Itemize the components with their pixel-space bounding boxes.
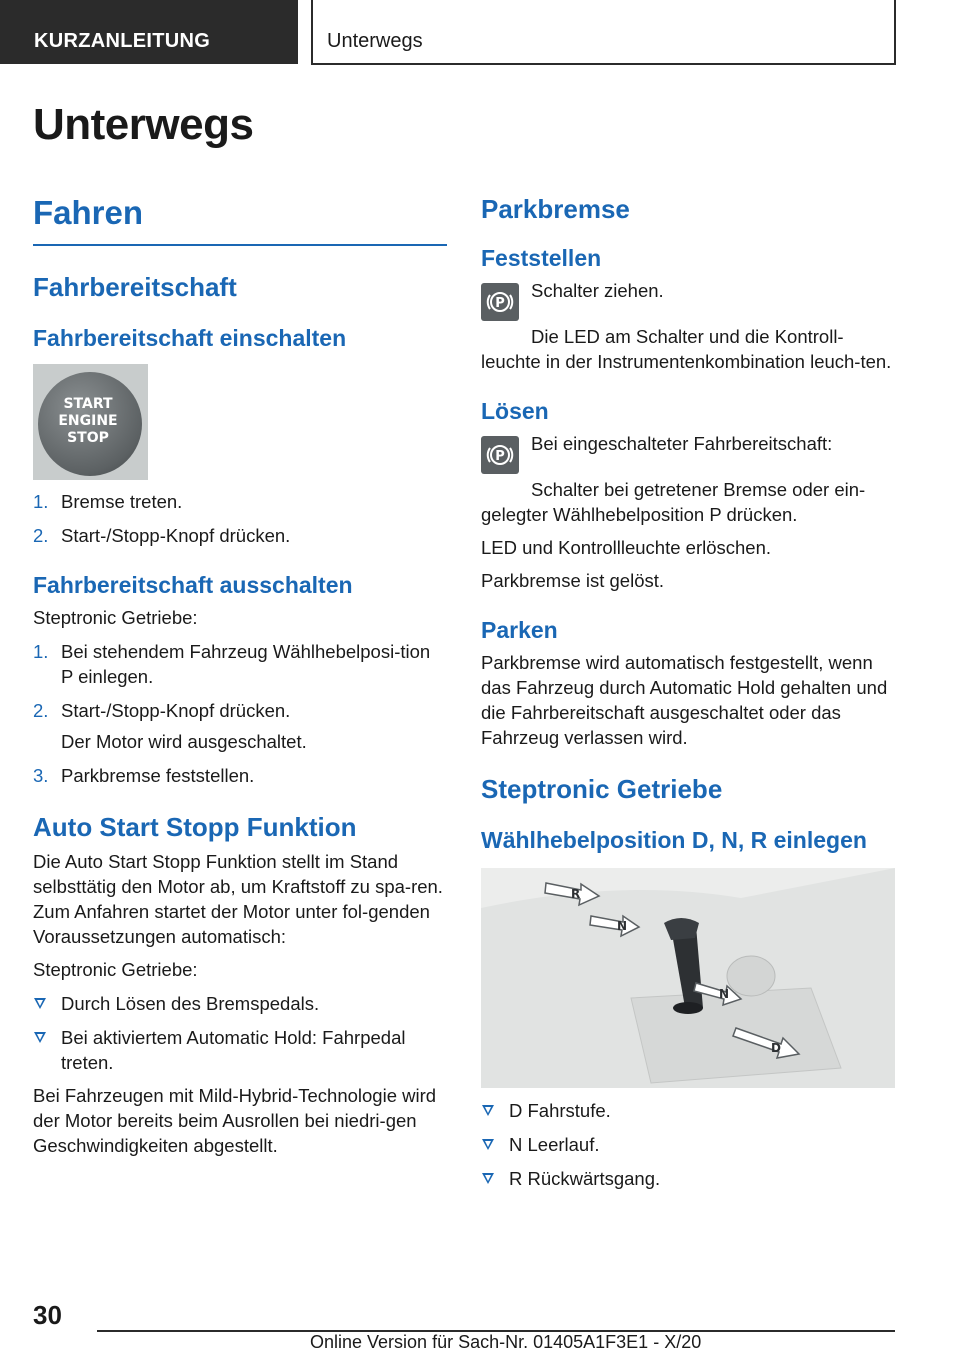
heading-waehlhebel: Wählhebelposition D, N, R einlegen (481, 827, 867, 853)
feststellen-block (481, 278, 895, 318)
step-text: Parkbremse feststellen. (61, 765, 255, 786)
loesen-text-1: Bei eingeschalteter Fahrbereitschaft: (531, 433, 833, 454)
triangle-bullet-icon (482, 1139, 494, 1150)
step-number: 1. (33, 641, 49, 662)
gear-selector-illustration (481, 868, 895, 1088)
list-item (33, 523, 447, 548)
gear-label-r: R (571, 887, 581, 901)
loesen-text-3: LED und Kontrollleuchte erlöschen. (481, 537, 772, 558)
heading-feststellen: Feststellen (481, 245, 602, 271)
list-item (33, 763, 447, 788)
header-section: Unterwegs (311, 0, 896, 65)
list-item (33, 991, 447, 1016)
step-number: 2. (33, 525, 49, 546)
triangle-bullet-icon (34, 1032, 46, 1043)
footer-online-version: Online Version für Sach-Nr. 01405A1F3E1 - X/20 (310, 1332, 702, 1352)
loesen-block (481, 431, 895, 471)
step-text: Bei stehendem Fahrzeug Wählhebelposi-tion P einlegen. (61, 641, 431, 687)
stop-word: STOP (67, 430, 109, 446)
heading-loesen: Lösen (481, 398, 549, 424)
bullet-text: R Rückwärtsgang. (509, 1168, 661, 1189)
bullet-text: N Leerlauf. (509, 1134, 600, 1155)
gear-label-n: N (617, 919, 628, 933)
bullet-text: D Fahrstufe. (509, 1100, 611, 1121)
auto-start-text: Die Auto Start Stopp Funktion stellt im Stand selbsttätig den Motor ab, um Kraftstoff zu spa-ren. Zum Anfahren startet der Motor unter fol-genden Voraussetzungen automatisch: (33, 851, 443, 947)
heading-einschalten: Fahrbereitschaft einschalten (33, 325, 347, 351)
header-tab: KURZANLEITUNG (0, 0, 298, 64)
bullet-text: Durch Lösen des Bremspedals. (61, 993, 320, 1014)
list-item (481, 1098, 895, 1123)
list-item (481, 1166, 895, 1191)
ausschalten-steps-cont (33, 763, 447, 788)
step-text: Bremse treten. (61, 491, 183, 512)
ausschalten-note: Der Motor wird ausgeschaltet. (61, 731, 307, 752)
list-item (33, 639, 447, 689)
bullet-text: Bei aktiviertem Automatic Hold: Fahrpedal treten. (61, 1027, 406, 1073)
engine-word: ENGINE (58, 413, 118, 429)
gear-label-n-2: N (719, 987, 730, 1001)
parking-brake-icon (481, 436, 519, 474)
triangle-bullet-icon (34, 998, 46, 1009)
feststellen-text-2: Die LED am Schalter und die Kontroll-leuchte in der Instrumentenkombination leuch-ten. (481, 326, 892, 372)
gear-bullets (481, 1098, 895, 1191)
steptronic-label-2: Steptronic Getriebe: (33, 959, 198, 980)
page-number: 30 (33, 1300, 62, 1330)
start-engine-stop-image (33, 364, 148, 480)
heading-fahren: Fahren (33, 194, 447, 246)
triangle-bullet-icon (482, 1105, 494, 1116)
ausschalten-steps (33, 639, 447, 723)
heading-fahrbereitschaft: Fahrbereitschaft (33, 272, 237, 302)
heading-auto-start-stopp: Auto Start Stopp Funktion (33, 812, 357, 842)
list-item (481, 1132, 895, 1157)
step-text: Start-/Stopp-Knopf drücken. (61, 525, 291, 546)
mild-hybrid-text: Bei Fahrzeugen mit Mild-Hybrid-Technologie wird der Motor bereits beim Ausrollen bei niedri-gen Geschwindigkeiten abgestellt. (33, 1085, 437, 1156)
loesen-text-4: Parkbremse ist gelöst. (481, 570, 665, 591)
start-word: START (63, 396, 113, 412)
triangle-bullet-icon (482, 1173, 494, 1184)
feststellen-text-1: Schalter ziehen. (531, 280, 664, 301)
einschalten-steps (33, 489, 447, 548)
heading-parkbremse: Parkbremse (481, 194, 630, 224)
heading-steptronic: Steptronic Getriebe (481, 774, 723, 804)
step-number: 1. (33, 491, 49, 512)
right-column (481, 190, 895, 1191)
loesen-text-2: Schalter bei getretener Bremse oder ein-gelegter Wählhebelposition P drücken. (481, 479, 866, 525)
start-button-text (33, 396, 143, 447)
gear-selector-image (481, 868, 895, 1088)
step-number: 3. (33, 765, 49, 786)
gear-label-d: D (771, 1041, 781, 1055)
heading-parken: Parken (481, 617, 558, 643)
left-column (33, 190, 447, 1158)
auto-bullets (33, 991, 447, 1075)
list-item (33, 1025, 447, 1075)
heading-ausschalten: Fahrbereitschaft ausschalten (33, 572, 353, 598)
steptronic-label: Steptronic Getriebe: (33, 607, 198, 628)
parking-brake-icon (481, 283, 519, 321)
page-title: Unterwegs (33, 100, 254, 149)
step-number: 2. (33, 700, 49, 721)
list-item (33, 489, 447, 514)
svg-text:P: P (495, 449, 505, 464)
parken-text: Parkbremse wird automatisch festgestellt, wenn das Fahrzeug durch Automatic Hold gehalten und die Fahrbereitschaft ausgeschaltet oder das Fahrzeug verlassen wird. (481, 652, 888, 748)
step-text: Start-/Stopp-Knopf drücken. (61, 700, 291, 721)
svg-text:P: P (495, 296, 505, 311)
list-item (33, 698, 447, 723)
